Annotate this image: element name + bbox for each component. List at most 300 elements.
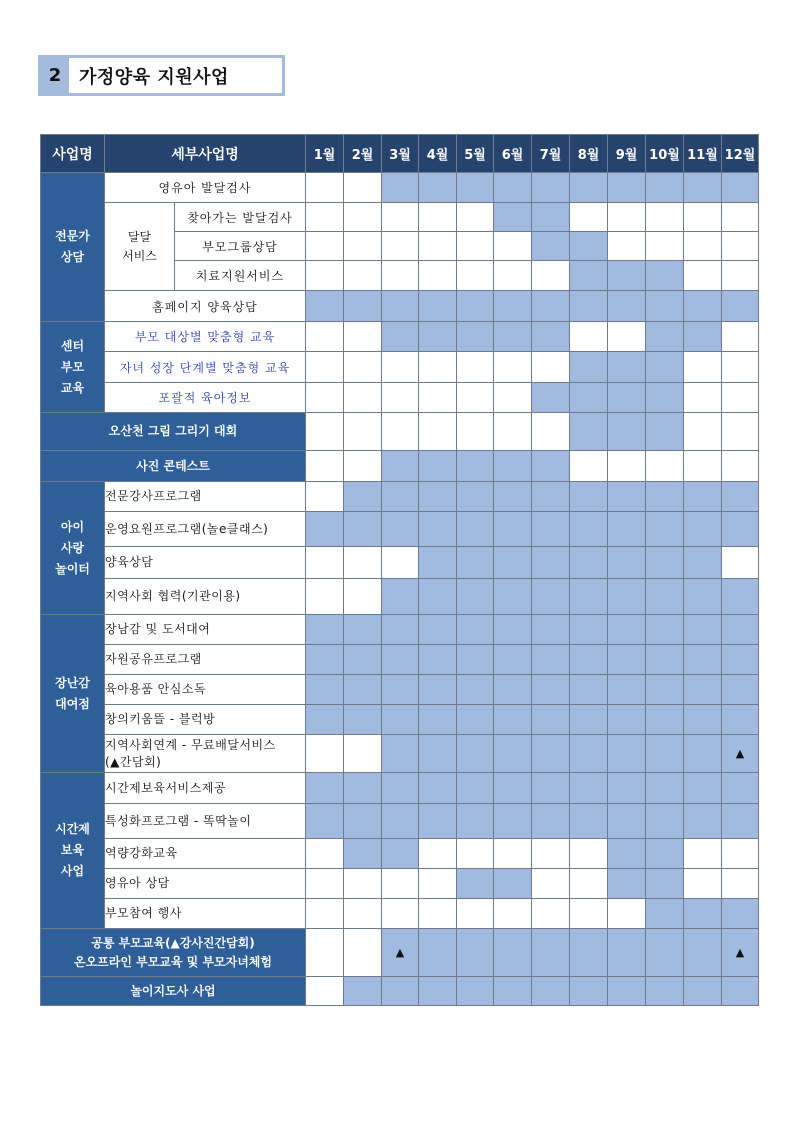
month-cell — [457, 579, 494, 615]
month-cell — [419, 645, 457, 675]
month-cell — [608, 482, 646, 512]
month-cell — [306, 261, 344, 291]
row-label: 부모 대상별 맞춤형 교육 — [105, 322, 306, 352]
row-label: 부모그룹상담 — [175, 232, 306, 261]
month-cell — [494, 173, 532, 203]
month-cell — [494, 413, 532, 451]
month-cell — [646, 899, 684, 929]
month-cell — [419, 773, 457, 804]
table-row — [41, 547, 759, 579]
month-cell — [570, 869, 608, 899]
month-cell — [684, 773, 722, 804]
month-cell — [608, 383, 646, 413]
month-cell — [494, 232, 532, 261]
month-cell — [684, 547, 722, 579]
month-cell — [382, 203, 419, 232]
month-cell — [684, 512, 722, 547]
month-cell — [532, 512, 570, 547]
month-cell — [646, 977, 684, 1006]
month-cell — [457, 899, 494, 929]
month-cell — [344, 383, 382, 413]
month-cell — [722, 579, 759, 615]
month-cell — [457, 869, 494, 899]
month-cell — [419, 675, 457, 705]
month-cell — [494, 451, 532, 482]
month-cell — [457, 512, 494, 547]
month-cell — [419, 261, 457, 291]
month-cell — [382, 869, 419, 899]
month-cell — [419, 735, 457, 773]
month-cell — [494, 899, 532, 929]
table-row — [41, 203, 759, 232]
header-program: 사업명 — [41, 135, 105, 173]
month-cell — [646, 773, 684, 804]
month-cell — [419, 804, 457, 839]
month-cell — [532, 773, 570, 804]
month-cell — [532, 899, 570, 929]
month-cell — [344, 645, 382, 675]
month-cell — [382, 352, 419, 383]
month-cell — [344, 839, 382, 869]
month-cell — [608, 615, 646, 645]
month-cell — [457, 839, 494, 869]
month-cell — [608, 773, 646, 804]
month-cell — [419, 451, 457, 482]
month-cell — [608, 203, 646, 232]
month-cell — [646, 705, 684, 735]
row-label: 운영요원프로그램(놀e클래스) — [105, 512, 306, 547]
month-cell — [382, 451, 419, 482]
header-month: 11월 — [684, 135, 722, 173]
month-cell — [382, 773, 419, 804]
month-cell — [494, 352, 532, 383]
table-row — [41, 383, 759, 413]
month-cell — [608, 291, 646, 322]
row-label: 공통 부모교육(▲강사진간담회) 온오프라인 부모교육 및 부모자녀체험 — [41, 929, 306, 977]
month-cell — [684, 291, 722, 322]
month-cell — [494, 675, 532, 705]
month-cell — [382, 482, 419, 512]
month-cell — [382, 839, 419, 869]
month-cell — [722, 547, 759, 579]
month-cell — [344, 705, 382, 735]
month-cell — [306, 579, 344, 615]
month-cell — [532, 547, 570, 579]
month-cell — [306, 173, 344, 203]
month-cell — [419, 203, 457, 232]
month-cell — [306, 804, 344, 839]
month-cell — [532, 615, 570, 645]
month-cell — [382, 899, 419, 929]
month-cell — [684, 173, 722, 203]
table-row — [41, 645, 759, 675]
month-cell — [344, 773, 382, 804]
table-row — [41, 899, 759, 929]
month-cell — [419, 579, 457, 615]
month-cell — [457, 291, 494, 322]
triangle-mark: ▲ — [735, 946, 745, 959]
row-label: 홈페이지 양육상담 — [105, 291, 306, 322]
month-cell — [646, 579, 684, 615]
month-cell — [570, 512, 608, 547]
month-cell — [608, 512, 646, 547]
month-cell — [532, 352, 570, 383]
group-dev-service: 달달 서비스 — [105, 203, 175, 291]
month-cell — [646, 261, 684, 291]
month-cell — [570, 451, 608, 482]
month-cell — [532, 173, 570, 203]
month-cell — [457, 705, 494, 735]
month-cell — [532, 203, 570, 232]
month-cell — [646, 512, 684, 547]
month-cell — [457, 735, 494, 773]
month-cell — [722, 869, 759, 899]
month-cell — [344, 322, 382, 352]
month-cell — [684, 383, 722, 413]
table-row — [41, 929, 759, 977]
month-cell — [722, 645, 759, 675]
month-cell — [344, 482, 382, 512]
month-cell — [532, 735, 570, 773]
month-cell — [532, 291, 570, 322]
month-cell — [494, 977, 532, 1006]
header-month: 5월 — [457, 135, 494, 173]
month-cell — [494, 512, 532, 547]
month-cell — [419, 929, 457, 977]
month-cell — [344, 203, 382, 232]
month-cell — [532, 261, 570, 291]
month-cell — [382, 322, 419, 352]
month-cell — [344, 451, 382, 482]
row-label: 지역사회연계 - 무료배달서비스 (▲간담회) — [105, 735, 306, 773]
table-row — [41, 482, 759, 512]
month-cell — [382, 977, 419, 1006]
month-cell — [344, 261, 382, 291]
month-cell — [532, 804, 570, 839]
row-label: 치료지원서비스 — [175, 261, 306, 291]
month-cell — [684, 579, 722, 615]
month-cell — [646, 173, 684, 203]
month-cell — [570, 261, 608, 291]
month-cell — [457, 173, 494, 203]
month-cell — [382, 291, 419, 322]
month-cell — [570, 804, 608, 839]
month-cell — [532, 977, 570, 1006]
month-cell — [608, 675, 646, 705]
month-cell — [608, 839, 646, 869]
month-cell — [722, 173, 759, 203]
header-month: 8월 — [570, 135, 608, 173]
triangle-mark: ▲ — [395, 946, 405, 959]
row-label: 오산천 그림 그리기 대회 — [41, 413, 306, 451]
month-cell — [382, 579, 419, 615]
month-cell — [494, 839, 532, 869]
month-cell — [532, 869, 570, 899]
month-cell — [344, 291, 382, 322]
month-cell — [494, 615, 532, 645]
month-cell — [494, 291, 532, 322]
month-cell — [494, 547, 532, 579]
month-cell — [722, 261, 759, 291]
row-label: 찾아가는 발달검사 — [175, 203, 306, 232]
month-cell — [646, 352, 684, 383]
month-cell — [532, 232, 570, 261]
month-cell — [306, 675, 344, 705]
category-expert: 전문가 상담 — [41, 173, 105, 322]
header-month: 7월 — [532, 135, 570, 173]
header-month: 6월 — [494, 135, 532, 173]
month-cell — [684, 482, 722, 512]
triangle-mark: ▲ — [735, 747, 745, 760]
month-cell — [494, 735, 532, 773]
header-month: 3월 — [382, 135, 419, 173]
month-cell — [532, 322, 570, 352]
month-cell — [722, 482, 759, 512]
month-cell — [306, 547, 344, 579]
month-cell — [646, 291, 684, 322]
row-label: 지역사회 협력(기관이용) — [105, 579, 306, 615]
month-cell — [419, 547, 457, 579]
month-cell — [494, 804, 532, 839]
category-playground: 아이 사랑 놀이터 — [41, 482, 105, 615]
row-label: 시간제보육서비스제공 — [105, 773, 306, 804]
month-cell — [419, 291, 457, 322]
month-cell — [570, 547, 608, 579]
month-cell — [684, 735, 722, 773]
month-cell — [722, 899, 759, 929]
month-cell — [608, 451, 646, 482]
month-cell — [457, 977, 494, 1006]
month-cell — [532, 929, 570, 977]
month-cell — [494, 322, 532, 352]
month-cell — [494, 482, 532, 512]
month-cell — [570, 899, 608, 929]
month-cell — [570, 322, 608, 352]
month-cell — [306, 203, 344, 232]
month-cell — [457, 482, 494, 512]
month-cell — [382, 261, 419, 291]
header-detail: 세부사업명 — [105, 135, 306, 173]
month-cell — [570, 977, 608, 1006]
month-cell — [646, 645, 684, 675]
month-cell — [306, 232, 344, 261]
month-cell — [457, 261, 494, 291]
month-cell — [608, 869, 646, 899]
month-cell — [608, 977, 646, 1006]
month-cell — [532, 451, 570, 482]
schedule-table — [40, 134, 759, 1006]
month-cell — [344, 977, 382, 1006]
month-cell — [306, 705, 344, 735]
month-cell — [457, 232, 494, 261]
month-cell — [382, 705, 419, 735]
month-cell — [684, 261, 722, 291]
table-row — [41, 413, 759, 451]
month-cell — [722, 705, 759, 735]
month-cell — [722, 451, 759, 482]
month-cell — [306, 899, 344, 929]
month-cell — [722, 977, 759, 1006]
table-row — [41, 804, 759, 839]
month-cell — [646, 232, 684, 261]
month-cell — [494, 261, 532, 291]
month-cell — [646, 675, 684, 705]
month-cell — [306, 322, 344, 352]
header-month: 9월 — [608, 135, 646, 173]
table-row — [41, 322, 759, 352]
month-cell — [344, 547, 382, 579]
row-label: 특성화프로그램 - 똑딱놀이 — [105, 804, 306, 839]
month-cell — [532, 413, 570, 451]
month-cell — [344, 352, 382, 383]
month-cell — [382, 173, 419, 203]
month-cell — [457, 451, 494, 482]
month-cell — [457, 383, 494, 413]
month-cell — [457, 413, 494, 451]
header-month: 2월 — [344, 135, 382, 173]
row-label: 육아용품 안심소독 — [105, 675, 306, 705]
section-title — [38, 55, 285, 96]
month-cell — [306, 451, 344, 482]
month-cell — [382, 675, 419, 705]
month-cell — [344, 804, 382, 839]
table-row — [41, 291, 759, 322]
month-cell — [344, 869, 382, 899]
month-cell — [382, 804, 419, 839]
table-header — [41, 135, 759, 173]
row-label: 자원공유프로그램 — [105, 645, 306, 675]
month-cell — [570, 203, 608, 232]
month-cell — [306, 482, 344, 512]
month-cell — [419, 869, 457, 899]
month-cell — [419, 899, 457, 929]
month-cell — [532, 482, 570, 512]
month-cell — [382, 512, 419, 547]
month-cell — [570, 482, 608, 512]
table-row — [41, 512, 759, 547]
month-cell — [684, 352, 722, 383]
month-cell — [344, 929, 382, 977]
month-cell — [344, 675, 382, 705]
month-cell — [722, 413, 759, 451]
table-row — [41, 977, 759, 1006]
month-cell — [419, 173, 457, 203]
month-cell — [646, 322, 684, 352]
month-cell — [306, 383, 344, 413]
month-cell — [570, 291, 608, 322]
month-cell — [608, 322, 646, 352]
month-cell — [344, 735, 382, 773]
month-cell — [494, 203, 532, 232]
month-cell — [646, 413, 684, 451]
month-cell — [419, 839, 457, 869]
month-cell — [608, 173, 646, 203]
month-cell — [684, 413, 722, 451]
month-cell — [382, 645, 419, 675]
month-cell — [306, 929, 344, 977]
table-row — [41, 451, 759, 482]
month-cell — [306, 291, 344, 322]
month-cell — [457, 675, 494, 705]
month-cell — [344, 512, 382, 547]
header-month: 4월 — [419, 135, 457, 173]
table-row — [41, 579, 759, 615]
table-row — [41, 615, 759, 645]
month-cell — [494, 645, 532, 675]
month-cell — [722, 804, 759, 839]
month-cell — [684, 451, 722, 482]
month-cell — [344, 413, 382, 451]
month-cell — [494, 773, 532, 804]
month-cell — [344, 173, 382, 203]
month-cell — [457, 645, 494, 675]
month-cell — [646, 203, 684, 232]
month-cell — [646, 482, 684, 512]
table-row — [41, 675, 759, 705]
month-cell — [570, 645, 608, 675]
month-cell — [570, 705, 608, 735]
month-cell — [419, 352, 457, 383]
month-cell — [419, 977, 457, 1006]
month-cell — [570, 232, 608, 261]
month-cell — [722, 615, 759, 645]
month-cell — [722, 512, 759, 547]
month-cell — [532, 705, 570, 735]
month-cell — [382, 547, 419, 579]
month-cell — [646, 839, 684, 869]
month-cell — [457, 203, 494, 232]
month-cell — [532, 675, 570, 705]
month-cell — [684, 705, 722, 735]
month-cell — [419, 413, 457, 451]
month-cell — [684, 804, 722, 839]
month-cell — [608, 352, 646, 383]
month-cell — [608, 547, 646, 579]
row-label: 자녀 성장 단계별 맞춤형 교육 — [105, 352, 306, 383]
month-cell — [570, 413, 608, 451]
month-cell — [646, 547, 684, 579]
month-cell — [722, 352, 759, 383]
month-cell — [722, 675, 759, 705]
table-row — [41, 173, 759, 203]
month-cell — [419, 383, 457, 413]
month-cell — [306, 615, 344, 645]
month-cell — [457, 929, 494, 977]
category-hourly: 시간제 보육 사업 — [41, 773, 105, 929]
row-label: 양육상담 — [105, 547, 306, 579]
month-cell — [494, 705, 532, 735]
month-cell — [306, 512, 344, 547]
month-cell — [570, 352, 608, 383]
section-number: 2 — [41, 58, 69, 93]
row-label: 영유아 상담 — [105, 869, 306, 899]
table-row — [41, 869, 759, 899]
month-cell — [570, 839, 608, 869]
month-cell — [646, 615, 684, 645]
month-cell — [684, 322, 722, 352]
month-cell — [419, 232, 457, 261]
month-cell — [646, 869, 684, 899]
month-cell — [608, 579, 646, 615]
row-label: 창의키움뜰 - 블럭방 — [105, 705, 306, 735]
month-cell — [608, 232, 646, 261]
month-cell — [419, 615, 457, 645]
row-label: 장남감 및 도서대여 — [105, 615, 306, 645]
month-cell — [722, 383, 759, 413]
month-cell — [608, 804, 646, 839]
month-cell — [457, 547, 494, 579]
month-cell — [646, 735, 684, 773]
